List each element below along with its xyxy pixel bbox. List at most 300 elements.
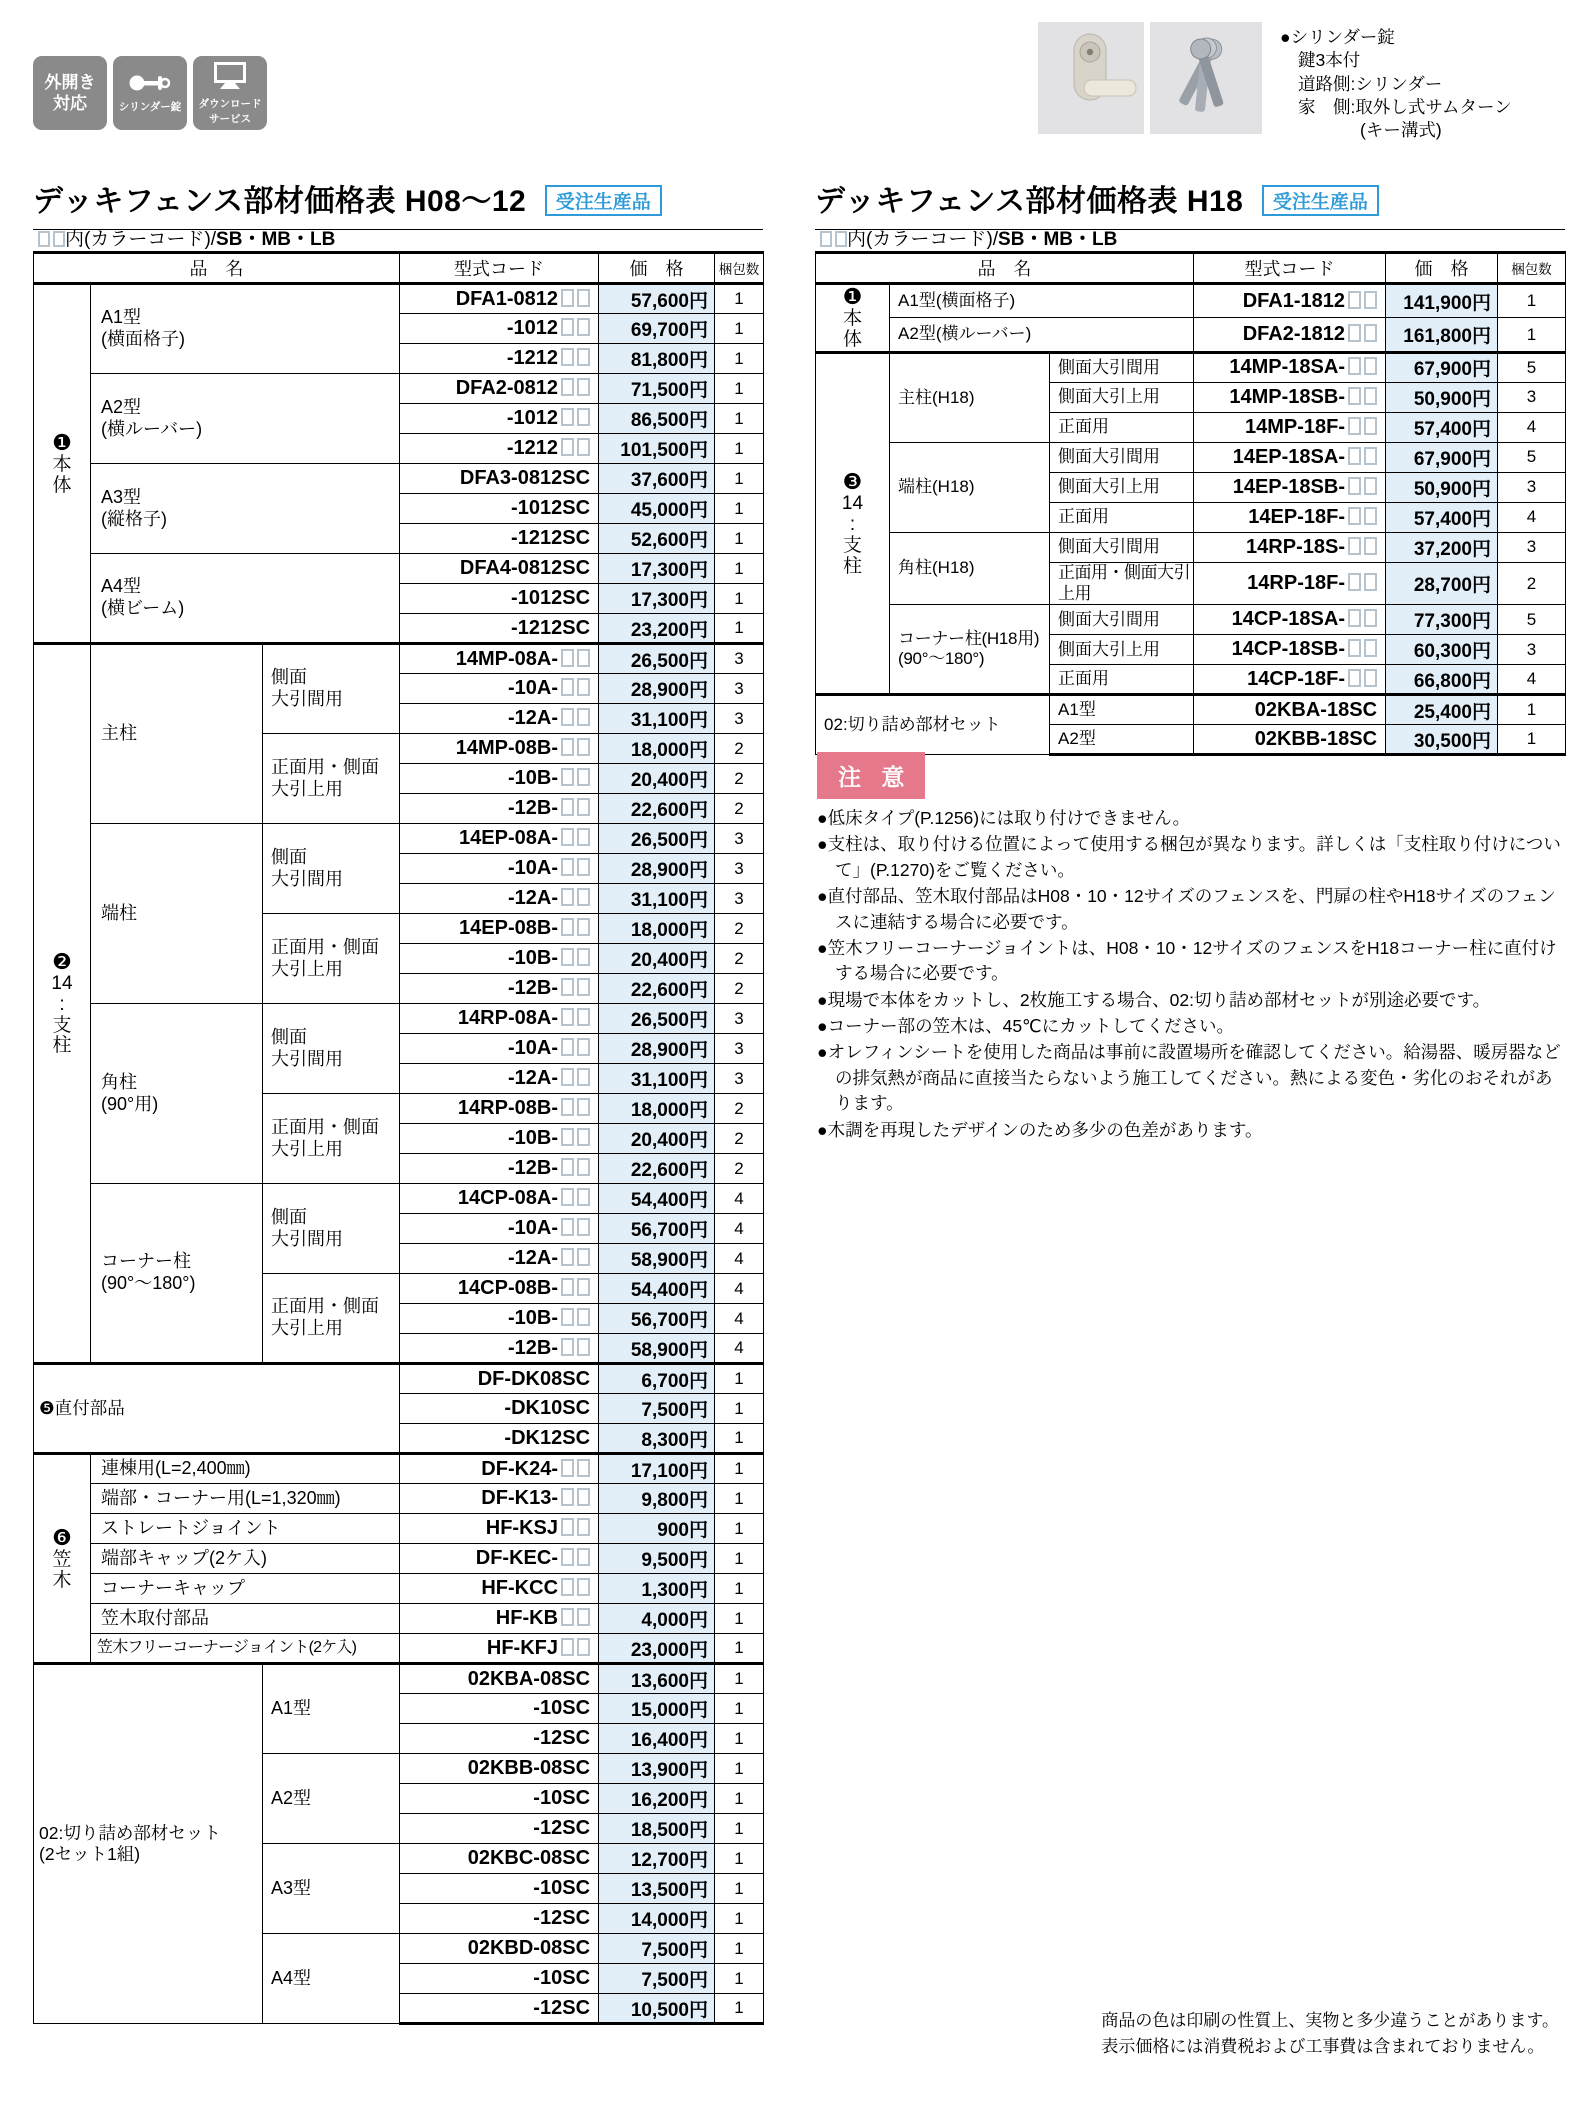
group-cell: ❶ 本 体 bbox=[34, 284, 91, 644]
color-code-box bbox=[561, 1188, 574, 1206]
model-code-cell: -1212SC bbox=[400, 614, 599, 644]
group-cell: ❶ 本 体 bbox=[816, 284, 890, 353]
color-code-box bbox=[561, 858, 574, 876]
header-row bbox=[34, 253, 764, 284]
table-row bbox=[816, 442, 1566, 472]
made-to-order-badge: 受注生産品 bbox=[545, 185, 662, 216]
badge-label: 対応 bbox=[53, 94, 87, 113]
color-code-box bbox=[561, 948, 574, 966]
price-cell: 22,600円 bbox=[599, 1154, 715, 1184]
color-code-note-prefix: 内(カラーコード)/ bbox=[817, 229, 998, 250]
color-code-box bbox=[577, 1188, 590, 1206]
column-header: 品 名 bbox=[816, 253, 1194, 284]
table-row bbox=[34, 1184, 764, 1214]
color-code-box bbox=[561, 1578, 574, 1596]
color-code-box bbox=[53, 231, 65, 247]
color-code-note bbox=[35, 224, 335, 251]
lock-description-line: 家 側:取外し式サムターン bbox=[1298, 96, 1512, 117]
table-row bbox=[34, 1634, 764, 1664]
color-code-box bbox=[820, 231, 832, 247]
color-code-box bbox=[577, 1128, 590, 1146]
color-code-box bbox=[561, 649, 574, 667]
product-name-cell: 角柱 (90°用) bbox=[91, 1004, 263, 1184]
price-cell: 57,400円 bbox=[1386, 412, 1498, 442]
model-code-cell: -1212 bbox=[400, 434, 599, 464]
color-code-box bbox=[1348, 324, 1361, 342]
price-cell: 26,500円 bbox=[599, 644, 715, 674]
color-code-box bbox=[561, 1038, 574, 1056]
color-code-box bbox=[1348, 573, 1361, 591]
color-code-box bbox=[1364, 507, 1377, 525]
badge-label: サービス bbox=[209, 112, 251, 125]
footer-line: 商品の色は印刷の性質上、実物と多少違うことがあります。 bbox=[1101, 2011, 1559, 2030]
color-code-box bbox=[561, 798, 574, 816]
color-code-box bbox=[561, 768, 574, 786]
product-name-cell: A2型 (横ルーバー) bbox=[91, 374, 400, 464]
pack-qty-cell: 3 bbox=[1498, 472, 1566, 502]
model-code-cell: 14CP-18SA- bbox=[1194, 605, 1386, 635]
color-code-box bbox=[577, 888, 590, 906]
price-cell: 31,100円 bbox=[599, 704, 715, 734]
model-code-cell: DF-KEC- bbox=[400, 1544, 599, 1574]
color-code-note bbox=[817, 224, 1117, 251]
table-row bbox=[34, 1664, 764, 1694]
column-header: 価 格 bbox=[1386, 253, 1498, 284]
price-cell: 20,400円 bbox=[599, 1124, 715, 1154]
pack-qty-cell: 2 bbox=[715, 944, 764, 974]
pack-qty-cell: 4 bbox=[1498, 502, 1566, 532]
product-name-cell: 端柱(H18) bbox=[890, 442, 1050, 532]
color-code-box bbox=[561, 1278, 574, 1296]
model-code-cell: -1012 bbox=[400, 314, 599, 344]
price-cell: 20,400円 bbox=[599, 764, 715, 794]
model-code-cell: -10B- bbox=[400, 944, 599, 974]
left-title-row bbox=[33, 176, 763, 230]
price-cell: 56,700円 bbox=[599, 1214, 715, 1244]
color-code-box bbox=[577, 1008, 590, 1026]
color-code-box bbox=[1348, 639, 1361, 657]
model-code-cell: DFA4-0812SC bbox=[400, 554, 599, 584]
price-table-h18 bbox=[815, 251, 1566, 756]
pack-qty-cell: 4 bbox=[715, 1184, 764, 1214]
model-code-cell: 14CP-18F- bbox=[1194, 665, 1386, 695]
caution-note: ●木調を再現したデザインのため多少の色差があります。 bbox=[817, 1119, 1263, 1140]
color-code-box bbox=[561, 1008, 574, 1026]
color-code-box bbox=[577, 1459, 590, 1477]
model-code-cell: 14EP-18SA- bbox=[1194, 442, 1386, 472]
price-cell: 50,900円 bbox=[1386, 472, 1498, 502]
price-cell: 57,400円 bbox=[1386, 502, 1498, 532]
color-code-box bbox=[835, 231, 847, 247]
model-code-cell: HF-KFJ bbox=[400, 1634, 599, 1664]
model-code-cell: 14MP-08A- bbox=[400, 644, 599, 674]
model-code-cell: -1012 bbox=[400, 404, 599, 434]
color-code-box bbox=[577, 289, 590, 307]
color-code-box bbox=[1364, 477, 1377, 495]
color-code-box bbox=[561, 348, 574, 366]
color-code-box bbox=[561, 708, 574, 726]
model-code-cell: 14RP-08B- bbox=[400, 1094, 599, 1124]
color-code-box bbox=[561, 1338, 574, 1356]
model-code-cell: 14EP-08B- bbox=[400, 914, 599, 944]
color-code-box bbox=[1364, 291, 1377, 309]
color-code-box bbox=[577, 708, 590, 726]
model-code-cell: -10A- bbox=[400, 854, 599, 884]
table-row bbox=[816, 605, 1566, 635]
color-code-box bbox=[1348, 291, 1361, 309]
price-cell: 50,900円 bbox=[1386, 382, 1498, 412]
color-code-box bbox=[577, 1488, 590, 1506]
price-cell: 16,200円 bbox=[599, 1784, 715, 1814]
price-cell: 900円 bbox=[599, 1514, 715, 1544]
subtype-cell: 正面用・側面 大引上用 bbox=[263, 1274, 400, 1364]
price-cell: 56,700円 bbox=[599, 1304, 715, 1334]
model-code-cell: -1012SC bbox=[400, 494, 599, 524]
model-code-cell: -10B- bbox=[400, 1124, 599, 1154]
column-header: 型式コード bbox=[1194, 253, 1386, 284]
color-code-box bbox=[561, 1248, 574, 1266]
header-row bbox=[816, 253, 1566, 284]
pack-qty-cell: 1 bbox=[715, 284, 764, 314]
subtype-cell: A4型 bbox=[263, 1934, 400, 2024]
color-code-box bbox=[577, 1638, 590, 1656]
product-name-cell: A1型 (横面格子) bbox=[91, 284, 400, 374]
pack-qty-cell: 1 bbox=[715, 1754, 764, 1784]
pack-qty-cell: 3 bbox=[715, 644, 764, 674]
pack-qty-cell: 1 bbox=[715, 1694, 764, 1724]
model-code-cell: DFA2-0812 bbox=[400, 374, 599, 404]
pack-qty-cell: 1 bbox=[715, 404, 764, 434]
color-code-box bbox=[1364, 609, 1377, 627]
product-name-cell: 02:切り詰め部材セット bbox=[816, 695, 1050, 755]
color-code-box bbox=[1348, 387, 1361, 405]
color-code-box bbox=[1364, 669, 1377, 687]
left-column bbox=[33, 0, 763, 2106]
subtype-cell: A2型 bbox=[263, 1754, 400, 1844]
model-code-cell: -1212SC bbox=[400, 524, 599, 554]
color-code-box bbox=[561, 828, 574, 846]
pack-qty-cell: 3 bbox=[715, 884, 764, 914]
pack-qty-cell: 1 bbox=[715, 1454, 764, 1484]
subtype-cell: 側面大引間用 bbox=[1050, 442, 1194, 472]
color-code-box bbox=[577, 1578, 590, 1596]
pack-qty-cell: 3 bbox=[715, 1034, 764, 1064]
color-code-box bbox=[577, 798, 590, 816]
cylinder-lock-badge bbox=[113, 56, 187, 130]
color-code-box bbox=[577, 378, 590, 396]
product-name-cell: コーナーキャップ bbox=[91, 1574, 400, 1604]
color-code-box bbox=[561, 318, 574, 336]
color-code-box bbox=[1364, 639, 1377, 657]
color-code-box bbox=[577, 1278, 590, 1296]
column-header: 価 格 bbox=[599, 253, 715, 284]
product-name-cell: 端部・コーナー用(L=1,320㎜) bbox=[91, 1484, 400, 1514]
color-code-box bbox=[577, 768, 590, 786]
model-code-cell: -10B- bbox=[400, 764, 599, 794]
pack-qty-cell: 1 bbox=[715, 464, 764, 494]
color-code-box bbox=[577, 918, 590, 936]
model-code-cell: 14MP-18F- bbox=[1194, 412, 1386, 442]
badge-label: ダウンロード bbox=[198, 97, 262, 110]
product-name-cell: 02:切り詰め部材セット (2セット1組) bbox=[34, 1664, 263, 2024]
color-code-box bbox=[577, 1548, 590, 1566]
color-code-box bbox=[561, 1068, 574, 1086]
caution-note: ●低床タイプ(P.1256)には取り付けできません。 bbox=[817, 808, 1191, 828]
model-code-cell: -DK10SC bbox=[400, 1394, 599, 1424]
price-cell: 28,900円 bbox=[599, 1034, 715, 1064]
color-code-box bbox=[561, 1488, 574, 1506]
color-code-box bbox=[577, 1218, 590, 1236]
pack-qty-cell: 4 bbox=[715, 1244, 764, 1274]
model-code-cell: DF-K24- bbox=[400, 1454, 599, 1484]
model-code-cell: -12A- bbox=[400, 704, 599, 734]
pack-qty-cell: 1 bbox=[715, 1994, 764, 2024]
color-code-box bbox=[1348, 417, 1361, 435]
badge-label: シリンダー錠 bbox=[118, 101, 182, 114]
model-code-cell: 14MP-18SA- bbox=[1194, 352, 1386, 382]
color-code-box bbox=[577, 1158, 590, 1176]
color-code-box bbox=[561, 1638, 574, 1656]
price-cell: 23,200円 bbox=[599, 614, 715, 644]
model-code-cell: DFA2-1812 bbox=[1194, 318, 1386, 352]
subtype-cell: 正面用 bbox=[1050, 412, 1194, 442]
pack-qty-cell: 1 bbox=[715, 1514, 764, 1544]
page-title: デッキフェンス部材価格表 H08〜12 bbox=[33, 185, 527, 218]
color-code-box bbox=[1348, 477, 1361, 495]
color-code-box bbox=[561, 978, 574, 996]
price-cell: 7,500円 bbox=[599, 1394, 715, 1424]
group-cell: ❷ 14 : 支 柱 bbox=[34, 644, 91, 1364]
color-code-box bbox=[577, 678, 590, 696]
color-code-box bbox=[561, 1158, 574, 1176]
pack-qty-cell: 1 bbox=[715, 1544, 764, 1574]
caution-note: ●笠木フリーコーナージョイントは、H08・10・12サイズのフェンスをH18コーナー柱に直付けする場合に必要です。 bbox=[817, 937, 1557, 984]
model-code-cell: 02KBB-18SC bbox=[1194, 725, 1386, 755]
subtype-cell: 正面用 bbox=[1050, 502, 1194, 532]
column-header: 品 名 bbox=[34, 253, 400, 284]
caution-notes bbox=[817, 806, 1565, 1144]
price-cell: 54,400円 bbox=[599, 1274, 715, 1304]
subtype-cell: 正面用 bbox=[1050, 665, 1194, 695]
model-code-cell: -1012SC bbox=[400, 584, 599, 614]
color-code-values: SB・MB・LB bbox=[998, 229, 1118, 250]
pack-qty-cell: 3 bbox=[715, 824, 764, 854]
feature-badges bbox=[33, 56, 267, 130]
color-code-box bbox=[1348, 609, 1361, 627]
color-code-box bbox=[561, 678, 574, 696]
pack-qty-cell: 4 bbox=[715, 1274, 764, 1304]
price-cell: 20,400円 bbox=[599, 944, 715, 974]
price-cell: 16,400円 bbox=[599, 1724, 715, 1754]
price-cell: 17,300円 bbox=[599, 584, 715, 614]
pack-qty-cell: 4 bbox=[715, 1334, 764, 1364]
pack-qty-cell: 3 bbox=[715, 674, 764, 704]
color-code-box bbox=[561, 918, 574, 936]
price-cell: 31,100円 bbox=[599, 1064, 715, 1094]
price-cell: 6,700円 bbox=[599, 1364, 715, 1394]
pack-qty-cell: 1 bbox=[715, 1664, 764, 1694]
table-row bbox=[34, 1454, 764, 1484]
color-code-box bbox=[561, 1098, 574, 1116]
model-code-cell: -10A- bbox=[400, 1214, 599, 1244]
price-cell: 71,500円 bbox=[599, 374, 715, 404]
color-code-box bbox=[577, 1608, 590, 1626]
model-code-cell: 14MP-18SB- bbox=[1194, 382, 1386, 412]
pack-qty-cell: 1 bbox=[715, 1394, 764, 1424]
price-cell: 86,500円 bbox=[599, 404, 715, 434]
price-cell: 25,400円 bbox=[1386, 695, 1498, 725]
color-code-box bbox=[577, 649, 590, 667]
price-cell: 22,600円 bbox=[599, 974, 715, 1004]
pack-qty-cell: 1 bbox=[715, 554, 764, 584]
subtype-cell: 正面用・側面 大引上用 bbox=[263, 734, 400, 824]
color-code-box bbox=[577, 828, 590, 846]
color-code-box bbox=[577, 408, 590, 426]
column-header: 梱包数 bbox=[715, 253, 764, 284]
model-code-cell: DFA1-1812 bbox=[1194, 284, 1386, 318]
group-cell: ❸ 14 : 支 柱 bbox=[816, 352, 890, 694]
subtype-cell: A1型 bbox=[263, 1664, 400, 1754]
pack-qty-cell: 3 bbox=[1498, 635, 1566, 665]
model-code-cell: -12A- bbox=[400, 1064, 599, 1094]
color-code-box bbox=[1348, 507, 1361, 525]
price-cell: 141,900円 bbox=[1386, 284, 1498, 318]
price-cell: 37,200円 bbox=[1386, 532, 1498, 562]
color-code-box bbox=[1348, 447, 1361, 465]
pack-qty-cell: 5 bbox=[1498, 352, 1566, 382]
table-row bbox=[34, 464, 764, 494]
pack-qty-cell: 4 bbox=[1498, 665, 1566, 695]
group-cell: ❻ 笠 木 bbox=[34, 1454, 91, 1664]
price-cell: 17,100円 bbox=[599, 1454, 715, 1484]
price-cell: 58,900円 bbox=[599, 1334, 715, 1364]
color-code-values: SB・MB・LB bbox=[216, 229, 336, 250]
pack-qty-cell: 2 bbox=[715, 764, 764, 794]
pack-qty-cell: 2 bbox=[715, 734, 764, 764]
price-cell: 37,600円 bbox=[599, 464, 715, 494]
caution-note: ●コーナー部の笠木は、45℃にカットしてください。 bbox=[817, 1016, 1235, 1036]
price-cell: 22,600円 bbox=[599, 794, 715, 824]
key-icon bbox=[128, 72, 172, 99]
price-cell: 14,000円 bbox=[599, 1904, 715, 1934]
pack-qty-cell: 1 bbox=[715, 1364, 764, 1394]
model-code-cell: -10A- bbox=[400, 674, 599, 704]
price-cell: 28,900円 bbox=[599, 854, 715, 884]
table-row bbox=[34, 374, 764, 404]
pack-qty-cell: 1 bbox=[715, 1484, 764, 1514]
pack-qty-cell: 1 bbox=[715, 374, 764, 404]
product-name-cell: A2型(横ルーバー) bbox=[890, 318, 1194, 352]
model-code-cell: 14RP-18S- bbox=[1194, 532, 1386, 562]
pack-qty-cell: 2 bbox=[715, 1124, 764, 1154]
model-code-cell: DFA1-0812 bbox=[400, 284, 599, 314]
caution-note: ●支柱は、取り付ける位置によって使用する梱包が異なります。詳しくは「支柱取り付けについて」(P.1270)をご覧ください。 bbox=[817, 834, 1561, 880]
subtype-cell: 側面 大引間用 bbox=[263, 644, 400, 734]
pack-qty-cell: 1 bbox=[715, 614, 764, 644]
page-title: デッキフェンス部材価格表 H18 bbox=[815, 185, 1244, 218]
model-code-cell: -10SC bbox=[400, 1784, 599, 1814]
table-row bbox=[34, 1484, 764, 1514]
color-code-box bbox=[577, 1308, 590, 1326]
model-code-cell: 02KBA-08SC bbox=[400, 1664, 599, 1694]
color-code-box bbox=[1364, 447, 1377, 465]
product-name-cell: コーナー柱(H18用) (90°〜180°) bbox=[890, 605, 1050, 695]
model-code-cell: 14MP-08B- bbox=[400, 734, 599, 764]
pack-qty-cell: 3 bbox=[715, 1064, 764, 1094]
product-name-cell: 主柱 bbox=[91, 644, 263, 824]
pack-qty-cell: 3 bbox=[715, 854, 764, 884]
table-row bbox=[816, 284, 1566, 318]
price-cell: 57,600円 bbox=[599, 284, 715, 314]
color-code-box bbox=[577, 348, 590, 366]
table-row bbox=[816, 532, 1566, 562]
color-code-box bbox=[577, 978, 590, 996]
product-name-cell: A3型 (縦格子) bbox=[91, 464, 400, 554]
price-cell: 13,600円 bbox=[599, 1664, 715, 1694]
price-cell: 18,000円 bbox=[599, 914, 715, 944]
color-code-box bbox=[1364, 324, 1377, 342]
color-code-box bbox=[561, 1548, 574, 1566]
color-code-box bbox=[577, 948, 590, 966]
product-name-cell: A4型 (横ビーム) bbox=[91, 554, 400, 644]
table-row bbox=[816, 352, 1566, 382]
pack-qty-cell: 2 bbox=[715, 1154, 764, 1184]
pack-qty-cell: 1 bbox=[1498, 318, 1566, 352]
model-code-cell: -DK12SC bbox=[400, 1424, 599, 1454]
model-code-cell: 14EP-18F- bbox=[1194, 502, 1386, 532]
model-code-cell: -10B- bbox=[400, 1304, 599, 1334]
model-code-cell: -12B- bbox=[400, 974, 599, 1004]
model-code-cell: -12SC bbox=[400, 1814, 599, 1844]
subtype-cell: A1型 bbox=[1050, 695, 1194, 725]
price-cell: 28,700円 bbox=[1386, 562, 1498, 604]
color-code-box bbox=[577, 1338, 590, 1356]
color-code-box bbox=[1364, 537, 1377, 555]
price-cell: 9,500円 bbox=[599, 1544, 715, 1574]
color-code-box bbox=[38, 231, 50, 247]
price-cell: 161,800円 bbox=[1386, 318, 1498, 352]
pack-qty-cell: 1 bbox=[715, 1904, 764, 1934]
product-name-cell: 笠木フリーコーナージョイント(2ケ入) bbox=[91, 1634, 400, 1664]
pack-qty-cell: 1 bbox=[715, 494, 764, 524]
price-cell: 15,000円 bbox=[599, 1694, 715, 1724]
color-code-box bbox=[561, 738, 574, 756]
lock-description-line: (キー溝式) bbox=[1360, 120, 1442, 141]
product-name-cell: 角柱(H18) bbox=[890, 532, 1050, 604]
pack-qty-cell: 2 bbox=[715, 914, 764, 944]
product-name-cell: ストレートジョイント bbox=[91, 1514, 400, 1544]
monitor-icon bbox=[211, 61, 249, 96]
color-code-box bbox=[561, 888, 574, 906]
model-code-cell: DFA3-0812SC bbox=[400, 464, 599, 494]
product-name-cell: A1型(横面格子) bbox=[890, 284, 1194, 318]
model-code-cell: 14CP-08A- bbox=[400, 1184, 599, 1214]
table-row bbox=[34, 1544, 764, 1574]
model-code-cell: 14RP-08A- bbox=[400, 1004, 599, 1034]
price-cell: 69,700円 bbox=[599, 314, 715, 344]
model-code-cell: -10SC bbox=[400, 1964, 599, 1994]
model-code-cell: HF-KSJ bbox=[400, 1514, 599, 1544]
price-cell: 31,100円 bbox=[599, 884, 715, 914]
table-row bbox=[34, 1574, 764, 1604]
model-code-cell: -10SC bbox=[400, 1874, 599, 1904]
subtype-cell: 側面大引上用 bbox=[1050, 635, 1194, 665]
color-code-box bbox=[1348, 669, 1361, 687]
caution-note: ●現場で本体をカットし、2枚施工する場合、02:切り詰め部材セットが別途必要です。 bbox=[817, 989, 1491, 1010]
color-code-box bbox=[1364, 417, 1377, 435]
color-code-box bbox=[561, 438, 574, 456]
model-code-cell: 02KBD-08SC bbox=[400, 1934, 599, 1964]
